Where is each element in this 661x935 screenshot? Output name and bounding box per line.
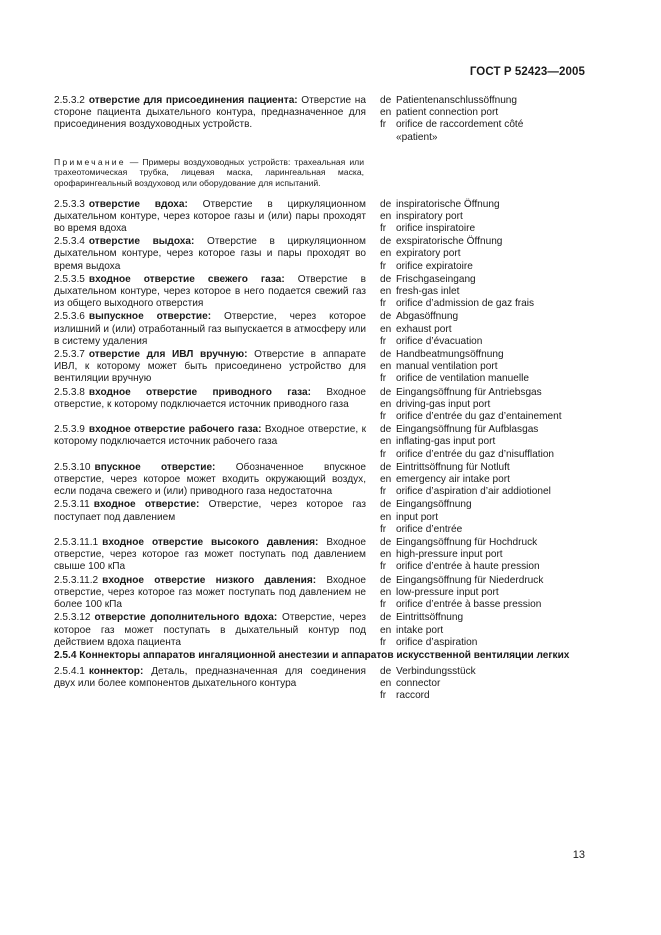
foreign-term: Eintrittsöffnung	[396, 612, 464, 624]
foreign-equivalents	[396, 274, 594, 311]
foreign-term: connector	[396, 678, 441, 690]
term-entry	[54, 424, 594, 461]
term-entry	[54, 199, 594, 236]
term-entry	[54, 274, 594, 311]
term-definition-text: Отверстие, через которое излишний и (или) отработанный газ выпускается в атмосферу или в систему удаления	[54, 311, 366, 347]
foreign-term: exhaust port	[396, 323, 452, 335]
foreign-term: fresh-gas inlet	[396, 286, 460, 298]
term-entry	[54, 537, 594, 574]
foreign-equivalents	[396, 95, 594, 144]
foreign-equivalents	[396, 499, 594, 536]
note-label: Примечание	[54, 156, 126, 167]
term-entry	[54, 387, 594, 424]
language-code: en	[380, 286, 392, 298]
language-code: fr	[380, 373, 387, 385]
term-name: входное отверстие:	[93, 499, 200, 511]
term-name: отверстие вдоха:	[88, 198, 188, 210]
term-definition-block	[54, 462, 366, 499]
term-name: выпускное отверстие:	[88, 311, 212, 323]
term-definition-text: Входное отверстие, к которому подключается источник рабочего газа	[54, 424, 366, 448]
language-codes	[366, 199, 396, 236]
language-code: fr	[380, 260, 387, 272]
foreign-equivalents	[396, 387, 594, 424]
term-entry	[54, 612, 594, 649]
foreign-term: «patient»	[396, 131, 438, 143]
language-code: de	[380, 461, 392, 473]
language-code: fr	[380, 636, 387, 648]
language-codes	[366, 311, 396, 348]
foreign-term: orifice d’entrée à haute pression	[396, 561, 540, 573]
language-codes	[366, 537, 396, 574]
foreign-equivalents	[396, 666, 594, 703]
language-codes	[366, 612, 396, 649]
foreign-term: Verbindungsstück	[396, 665, 476, 677]
foreign-equivalents	[396, 236, 594, 273]
term-number: 2.5.3.2	[54, 95, 85, 106]
term-entry	[54, 236, 594, 273]
foreign-term: inspiratory port	[396, 210, 463, 222]
language-code: fr	[380, 486, 387, 498]
term-definition-block	[54, 666, 366, 703]
foreign-term: orifice de raccordement côté	[396, 119, 524, 131]
foreign-term: Eingangsöffnung für Niederdruck	[396, 574, 544, 586]
term-entry	[54, 95, 594, 144]
term-definition-block	[54, 311, 366, 348]
term-definition-block	[54, 499, 366, 536]
page-number: 13	[572, 849, 585, 861]
term-definition-block	[54, 274, 366, 311]
language-codes	[366, 387, 396, 424]
foreign-equivalents	[396, 424, 594, 461]
language-code: en	[380, 549, 392, 561]
term-definition-block	[54, 575, 366, 612]
term-name: отверстие для ИВЛ вручную:	[88, 349, 248, 361]
language-code: en	[380, 511, 392, 523]
language-codes	[366, 575, 396, 612]
foreign-equivalents	[396, 311, 594, 348]
foreign-equivalents	[396, 537, 594, 574]
foreign-term: Eingangsöffnung für Aufblasgas	[396, 424, 539, 436]
foreign-term: exspiratorische Öffnung	[396, 236, 503, 248]
language-code: fr	[380, 523, 387, 535]
language-code: en	[380, 361, 392, 373]
language-code: fr	[380, 223, 387, 234]
term-name: входное отверстие свежего газа:	[88, 273, 285, 285]
term-definition-text: Обозначенное впускное отверстие, через которое может входить окружающий воздух, если подача свежего и (или) приводного газа недостаточна	[54, 461, 366, 498]
foreign-term: orifice inspiratoire	[396, 223, 476, 234]
language-code: de	[380, 574, 392, 586]
term-definition-text: Деталь, предназначенная для соединения двух или более компонентов дыхательного контура	[54, 665, 366, 690]
foreign-term: Patientenanschlussöffnung	[396, 95, 518, 106]
term-number: 2.5.3.12	[54, 612, 91, 624]
foreign-term: Frischgaseingang	[396, 273, 476, 285]
foreign-term: Eintrittsöffnung für Notluft	[396, 461, 510, 473]
term-entry	[54, 462, 594, 499]
term-entry	[54, 349, 594, 386]
note-text: — Примеры воздуховодных устройств: трахеальная или трахеотомическая трубка, лицевая маска, ларингеальная маска, орофарингеальный воздуховод или оборудование для испытаний.	[54, 156, 364, 188]
language-code: fr	[380, 599, 387, 611]
foreign-term: orifice d’entrée à basse pression	[396, 599, 542, 611]
foreign-term: orifice d’admission de gaz frais	[396, 298, 535, 310]
foreign-term: orifice de ventilation manuelle	[396, 373, 529, 385]
term-definition-block	[54, 537, 366, 574]
language-code: fr	[380, 298, 387, 310]
foreign-term: orifice d’entrée du gaz d’nisufflation	[396, 448, 555, 460]
term-definition-text: Входное отверстие, через которое газ может поступать под давлением не более 100 кПа	[54, 574, 366, 611]
language-code: fr	[380, 119, 387, 131]
term-definition-block	[54, 387, 366, 424]
foreign-term: orifice d’évacuation	[396, 335, 483, 347]
section-heading: 2.5.4 Коннекторы аппаратов ингаляционной анестезии и аппаратов искусственной вентиляции легких	[54, 649, 570, 661]
foreign-term: low-pressure input port	[396, 586, 499, 598]
term-definition-text: Отверстие в дыхательном контуре, через которое в него подается свежий газ из общего выходного отверстия	[54, 273, 366, 310]
foreign-equivalents	[396, 462, 594, 499]
term-definition-text: Отверстие в аппарате ИВЛ, к которому может быть присоединено устройство для вентиляции вручную	[54, 349, 366, 385]
foreign-equivalents	[396, 612, 594, 649]
language-code: de	[380, 349, 392, 361]
term-entry	[54, 575, 594, 612]
language-codes	[366, 666, 396, 703]
note-block	[54, 157, 364, 189]
foreign-term: expiratory port	[396, 248, 461, 260]
foreign-term: high-pressure input port	[396, 549, 503, 561]
term-definition-text: Отверстие в циркуляционном дыхательном контуре, через которое газы и пары проходят во время выдоха	[54, 236, 366, 272]
language-codes	[366, 274, 396, 311]
term-number: 2.5.3.3	[54, 198, 85, 210]
foreign-term: orifice d’aspiration d’air addiotionel	[396, 486, 551, 498]
glossary-content	[54, 95, 594, 704]
foreign-term: Abgasöffnung	[396, 311, 459, 323]
language-code: en	[380, 624, 392, 636]
document-standard-header: ГОСТ Р 52423—2005	[469, 66, 585, 78]
language-code: en	[380, 436, 392, 448]
term-definition-text: Отверстие на стороне пациента дыхательного контура, предназначенное для присоединения воздуховодных устройств.	[54, 95, 366, 131]
foreign-equivalents	[396, 199, 594, 236]
language-code: en	[380, 678, 392, 690]
term-number: 2.5.3.6	[54, 311, 85, 323]
foreign-equivalents	[396, 575, 594, 612]
language-code: en	[380, 323, 392, 335]
language-code: en	[380, 107, 392, 119]
language-code: de	[380, 499, 392, 511]
foreign-term: input port	[396, 511, 439, 523]
language-code: en	[380, 248, 392, 260]
foreign-term: orifice expiratoire	[396, 260, 473, 272]
entries-group-b	[54, 199, 594, 649]
term-definition-text: Отверстие, через которое газ поступает под давлением	[54, 499, 367, 523]
language-code: en	[380, 474, 392, 486]
foreign-term: Eingangsöffnung	[396, 499, 472, 511]
foreign-term: emergency air intake port	[396, 474, 510, 486]
term-number: 2.5.3.4	[54, 236, 85, 248]
language-code: de	[380, 612, 392, 624]
term-number: 2.5.3.11.2	[54, 574, 99, 586]
language-code: fr	[380, 561, 387, 573]
language-code: fr	[380, 335, 387, 347]
language-code: de	[380, 311, 392, 323]
term-number: 2.5.3.11.1	[54, 537, 99, 549]
language-code: en	[380, 586, 392, 598]
language-code: de	[380, 273, 392, 285]
language-code: de	[380, 537, 392, 549]
language-code: fr	[380, 448, 387, 460]
term-number: 2.5.3.5	[54, 273, 85, 285]
language-code: de	[380, 95, 392, 106]
language-code: fr	[380, 690, 387, 702]
term-entry	[54, 499, 594, 536]
language-code: fr	[380, 411, 387, 423]
term-definition-block	[54, 612, 366, 649]
term-name: коннектор:	[88, 665, 144, 677]
term-definition-block	[54, 349, 366, 386]
term-name: входное отверстие приводного газа:	[88, 386, 312, 398]
term-number: 2.5.3.9	[54, 424, 85, 436]
language-code: de	[380, 236, 392, 248]
foreign-term: manual ventilation port	[396, 361, 498, 373]
term-name: впускное отверстие:	[94, 461, 216, 473]
language-codes	[366, 349, 396, 386]
foreign-term: orifice d’entrée	[396, 523, 463, 535]
language-code: en	[380, 398, 392, 410]
term-definition-block	[54, 424, 366, 461]
term-number: 2.5.3.8	[54, 386, 85, 398]
term-number: 2.5.3.11	[54, 499, 90, 511]
term-definition-block	[54, 236, 366, 273]
term-name: входное отверстие рабочего газа:	[88, 424, 262, 436]
foreign-term: orifice d’aspiration	[396, 636, 478, 648]
term-name: отверстие выдоха:	[88, 236, 195, 248]
entries-group-a	[54, 95, 594, 144]
language-code: de	[380, 198, 392, 210]
language-code: de	[380, 424, 392, 436]
entries-group-c	[54, 666, 594, 703]
language-codes	[366, 462, 396, 499]
term-entry	[54, 666, 594, 703]
language-code: de	[380, 386, 392, 398]
term-name: входное отверстие низкого давления:	[102, 574, 317, 586]
term-name: отверстие для присоединения пациента:	[88, 95, 298, 106]
language-codes	[366, 499, 396, 536]
foreign-equivalents	[396, 349, 594, 386]
foreign-term: orifice d’entrée du gaz d’entainement	[396, 411, 562, 423]
term-entry	[54, 311, 594, 348]
foreign-term: Eingangsöffnung für Hochdruck	[396, 537, 538, 549]
foreign-term: inspiratorische Öffnung	[396, 198, 500, 210]
term-number: 2.5.3.10	[54, 461, 91, 473]
language-codes	[366, 95, 396, 144]
language-codes	[366, 424, 396, 461]
term-definition-block	[54, 95, 366, 144]
foreign-term: patient connection port	[396, 107, 499, 119]
term-definition-text: Входное отверстие, к которому подключается источник приводного газа	[54, 386, 366, 410]
term-definition-text: Входное отверстие, через которое газ может поступать под давлением свыше 100 кПа	[54, 537, 366, 573]
term-name: входное отверстие высокого давления:	[102, 537, 319, 549]
language-code: en	[380, 210, 392, 222]
term-definition-text: Отверстие в циркуляционном дыхательном контуре, через которое газы и (или) пары проходят во время вдоха	[54, 198, 366, 234]
language-codes	[366, 236, 396, 273]
term-name: отверстие дополнительного вдоха:	[94, 612, 278, 624]
foreign-term: raccord	[396, 690, 430, 702]
language-code: de	[380, 665, 392, 677]
term-definition-block	[54, 199, 366, 236]
foreign-term: Handbeatmungsöffnung	[396, 349, 504, 361]
foreign-term: intake port	[396, 624, 444, 636]
foreign-term: inflating-gas input port	[396, 436, 496, 448]
term-number: 2.5.4.1	[54, 665, 85, 677]
term-number: 2.5.3.7	[54, 349, 85, 361]
foreign-term: driving-gas input port	[396, 398, 491, 410]
term-definition-text: Отверстие, через которое газ может поступать в дыхательный контур под действием вдоха пациента	[54, 612, 366, 648]
foreign-term: Eingangsöffnung für Antriebsgas	[396, 386, 542, 398]
